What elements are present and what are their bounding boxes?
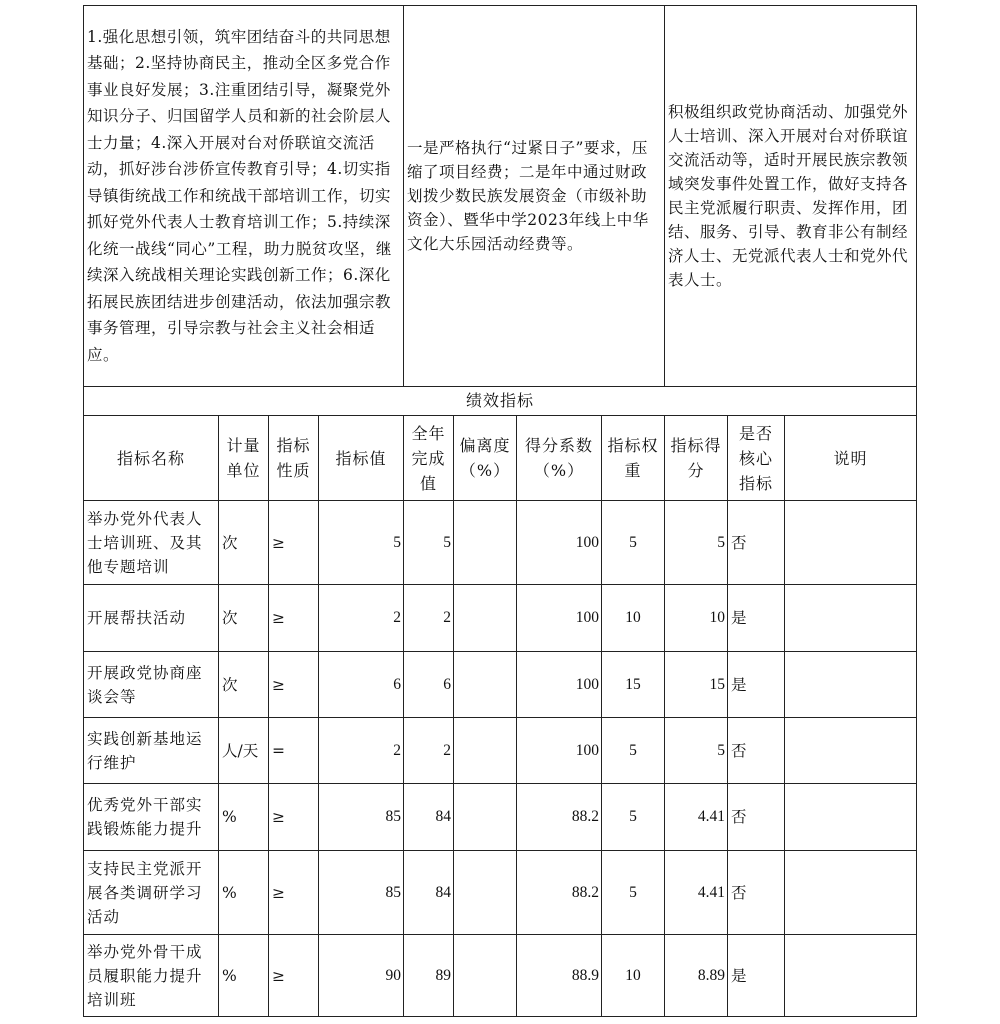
row-name: 开展政党协商座谈会等 <box>84 652 219 718</box>
row-core: 是 <box>728 652 785 718</box>
row-note <box>785 718 917 784</box>
header-coef: 得分系数（%） <box>517 416 602 501</box>
row-nature: ≥ <box>269 585 319 652</box>
row-note <box>785 784 917 851</box>
row-target: 90 <box>319 935 404 1017</box>
row-core: 否 <box>728 718 785 784</box>
row-core: 否 <box>728 784 785 851</box>
row-name: 举办党外骨干成员履职能力提升培训班 <box>84 935 219 1017</box>
row-target: 5 <box>319 501 404 585</box>
header-actual: 全年完成值 <box>404 416 454 501</box>
table-row <box>84 935 917 1017</box>
top-row <box>84 6 917 387</box>
row-actual: 84 <box>404 851 454 935</box>
row-core: 是 <box>728 585 785 652</box>
row-weight: 5 <box>602 851 665 935</box>
row-weight: 5 <box>602 718 665 784</box>
row-score: 15 <box>665 652 728 718</box>
row-name: 举办党外代表人士培训班、及其他专题培训 <box>84 501 219 585</box>
row-actual: 84 <box>404 784 454 851</box>
row-nature: ≥ <box>269 652 319 718</box>
row-score: 8.89 <box>665 935 728 1017</box>
row-coef: 100 <box>517 501 602 585</box>
row-target: 2 <box>319 585 404 652</box>
row-actual: 6 <box>404 652 454 718</box>
row-nature: ≥ <box>269 501 319 585</box>
row-nature: = <box>269 718 319 784</box>
row-coef: 100 <box>517 718 602 784</box>
row-coef: 88.2 <box>517 784 602 851</box>
performance-table <box>83 5 917 1017</box>
row-actual: 5 <box>404 501 454 585</box>
row-unit: % <box>219 851 269 935</box>
table-row <box>84 652 917 718</box>
performance-table-sheet <box>83 5 916 1017</box>
table-row <box>84 585 917 652</box>
row-weight: 10 <box>602 585 665 652</box>
row-weight: 10 <box>602 935 665 1017</box>
row-target: 85 <box>319 851 404 935</box>
row-core: 是 <box>728 935 785 1017</box>
header-name: 指标名称 <box>84 416 219 501</box>
measures-cell: 1.强化思想引领，筑牢团结奋斗的共同思想基础；2.坚持协商民主，推动全区多党合作事业良好发展；3.注重团结引导，凝聚党外知识分子、归国留学人员和新的社会阶层人士力量；4.深入开展对台对侨联谊交流活动，抓好涉台涉侨宣传教育引导；4.切实指导镇街统战工作和统战干部培训工作，切实抓好党外代表人士教育培训工作；5.持续深化统一战线“同心”工程，助力脱贫攻坚，继续深入统战相关理论实践创新工作；6.深化拓展民族团结进步创建活动，依法加强宗教事务管理，引导宗教与社会主义社会相适应。 <box>84 6 404 387</box>
header-target: 指标值 <box>319 416 404 501</box>
table-row <box>84 784 917 851</box>
row-deviation <box>454 501 517 585</box>
table-row <box>84 851 917 935</box>
row-unit: 人/天 <box>219 718 269 784</box>
row-unit: 次 <box>219 652 269 718</box>
row-actual: 89 <box>404 935 454 1017</box>
row-name: 优秀党外干部实践锻炼能力提升 <box>84 784 219 851</box>
row-name: 支持民主党派开展各类调研学习活动 <box>84 851 219 935</box>
header-score: 指标得分 <box>665 416 728 501</box>
row-score: 5 <box>665 718 728 784</box>
row-deviation <box>454 718 517 784</box>
row-target: 6 <box>319 652 404 718</box>
header-row <box>84 416 917 501</box>
row-score: 5 <box>665 501 728 585</box>
header-core: 是否核心指标 <box>728 416 785 501</box>
header-deviation: 偏离度（%） <box>454 416 517 501</box>
section-title: 绩效指标 <box>84 387 917 416</box>
row-weight: 5 <box>602 501 665 585</box>
row-name: 开展帮扶活动 <box>84 585 219 652</box>
row-actual: 2 <box>404 718 454 784</box>
header-nature: 指标性质 <box>269 416 319 501</box>
row-coef: 88.2 <box>517 851 602 935</box>
row-core: 否 <box>728 851 785 935</box>
row-score: 4.41 <box>665 784 728 851</box>
row-name: 实践创新基地运行维护 <box>84 718 219 784</box>
row-score: 4.41 <box>665 851 728 935</box>
row-note <box>785 652 917 718</box>
row-actual: 2 <box>404 585 454 652</box>
row-unit: 次 <box>219 501 269 585</box>
funding-cell: 一是严格执行“过紧日子”要求，压缩了项目经费；二是年中通过财政划拨少数民族发展资金（市级补助资金）、暨华中学2023年线上中华文化大乐园活动经费等。 <box>404 6 665 387</box>
row-deviation <box>454 784 517 851</box>
row-target: 85 <box>319 784 404 851</box>
row-weight: 5 <box>602 784 665 851</box>
row-deviation <box>454 652 517 718</box>
row-weight: 15 <box>602 652 665 718</box>
row-unit: % <box>219 935 269 1017</box>
row-coef: 100 <box>517 652 602 718</box>
row-nature: ≥ <box>269 851 319 935</box>
row-deviation <box>454 851 517 935</box>
row-deviation <box>454 585 517 652</box>
header-note: 说明 <box>785 416 917 501</box>
row-note <box>785 851 917 935</box>
row-note <box>785 501 917 585</box>
row-core: 否 <box>728 501 785 585</box>
row-coef: 88.9 <box>517 935 602 1017</box>
row-note <box>785 585 917 652</box>
row-unit: % <box>219 784 269 851</box>
header-weight: 指标权重 <box>602 416 665 501</box>
row-score: 10 <box>665 585 728 652</box>
row-deviation <box>454 935 517 1017</box>
row-target: 2 <box>319 718 404 784</box>
section-title-row <box>84 387 917 416</box>
table-row <box>84 718 917 784</box>
row-nature: ≥ <box>269 784 319 851</box>
table-row <box>84 501 917 585</box>
goals-cell: 积极组织政党协商活动、加强党外人士培训、深入开展对台对侨联谊交流活动等，适时开展民族宗教领域突发事件处置工作，做好支持各民主党派履行职责、发挥作用，团结、服务、引导、教育非公有制经济人士、无党派代表人士和党外代表人士。 <box>665 6 917 387</box>
row-coef: 100 <box>517 585 602 652</box>
row-nature: ≥ <box>269 935 319 1017</box>
row-unit: 次 <box>219 585 269 652</box>
header-unit: 计量单位 <box>219 416 269 501</box>
row-note <box>785 935 917 1017</box>
